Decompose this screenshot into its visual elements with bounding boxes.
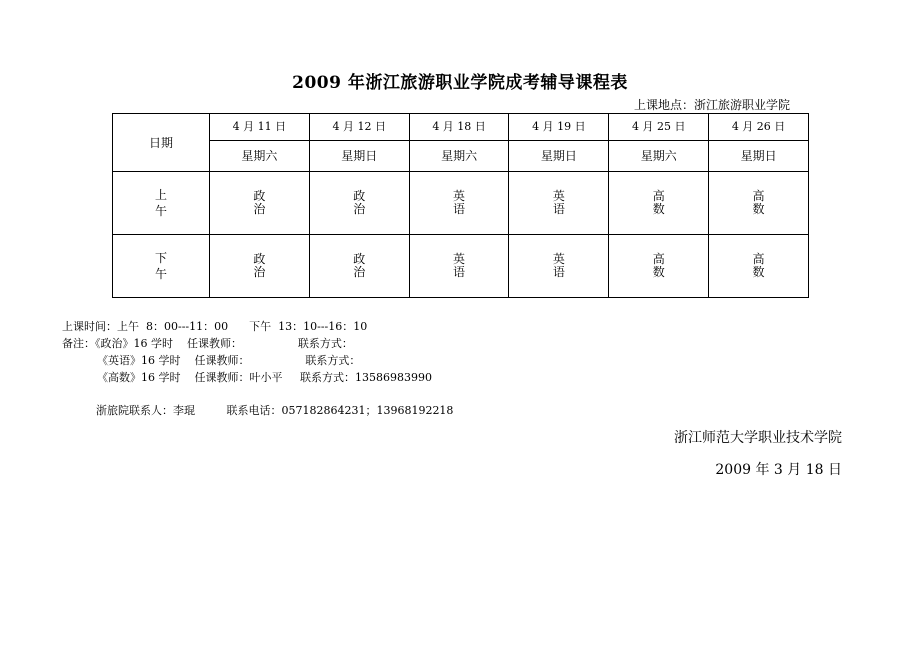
subject-cell	[210, 235, 310, 298]
page-title: 2009 年浙江旅游职业学院成考辅导课程表	[292, 73, 628, 93]
subject-text: 高数	[752, 252, 765, 279]
subject-cell	[409, 235, 509, 298]
date-row	[113, 114, 809, 141]
weekday-cell: 星期日	[709, 141, 809, 172]
class-location: 上课地点：浙江旅游职业学院	[633, 98, 790, 112]
notes-section	[62, 318, 432, 386]
weekday-cell: 星期六	[409, 141, 509, 172]
date-cell: 4 月 11 日	[210, 114, 310, 141]
subject-cell	[210, 172, 310, 235]
subject-cell	[509, 172, 609, 235]
subject-cell	[609, 235, 709, 298]
subject-text: 英语	[453, 252, 466, 279]
schedule-table	[112, 113, 809, 298]
subject-text: 高数	[752, 189, 765, 216]
subject-text: 英语	[552, 252, 565, 279]
date-cell: 4 月 19 日	[509, 114, 609, 141]
weekday-cell: 星期六	[609, 141, 709, 172]
afternoon-label: 下午	[154, 251, 167, 281]
weekday-cell: 星期六	[210, 141, 310, 172]
subject-text: 政治	[353, 252, 366, 279]
morning-label-cell	[113, 172, 210, 235]
subject-text: 政治	[253, 252, 266, 279]
subject-text: 英语	[552, 189, 565, 216]
morning-label: 上午	[154, 188, 167, 218]
date-header-cell: 日期	[113, 114, 210, 172]
date-cell: 4 月 25 日	[609, 114, 709, 141]
class-time-line: 上课时间：上午 8：00---11：00 下午 13：10---16：10	[62, 320, 368, 333]
subject-cell	[709, 235, 809, 298]
remark-line: 《英语》16 学时 任课教师： 联系方式：	[97, 354, 361, 367]
afternoon-row	[113, 235, 809, 298]
weekday-row	[113, 141, 809, 172]
subject-cell	[309, 172, 409, 235]
subject-cell	[709, 172, 809, 235]
remark-line: 《高数》16 学时 任课教师：叶小平 联系方式：13586983990	[97, 371, 432, 384]
remark-line: 备注：《政治》16 学时 任课教师： 联系方式：	[62, 337, 353, 350]
date-cell: 4 月 12 日	[309, 114, 409, 141]
subject-cell	[309, 235, 409, 298]
morning-row	[113, 172, 809, 235]
weekday-cell: 星期日	[309, 141, 409, 172]
subject-text: 政治	[353, 189, 366, 216]
weekday-cell: 星期日	[509, 141, 609, 172]
subject-text: 政治	[253, 189, 266, 216]
subject-cell	[509, 235, 609, 298]
subject-text: 英语	[453, 189, 466, 216]
subject-text: 高数	[652, 189, 665, 216]
date-cell: 4 月 26 日	[709, 114, 809, 141]
signature-date: 2009 年 3 月 18 日	[715, 462, 842, 478]
afternoon-label-cell	[113, 235, 210, 298]
subject-cell	[609, 172, 709, 235]
contact-line: 浙旅院联系人：李琨 联系电话：057182864231；13968192218	[96, 404, 454, 417]
signature-organization: 浙江师范大学职业技术学院	[674, 430, 842, 446]
subject-cell	[409, 172, 509, 235]
date-cell: 4 月 18 日	[409, 114, 509, 141]
subject-text: 高数	[652, 252, 665, 279]
